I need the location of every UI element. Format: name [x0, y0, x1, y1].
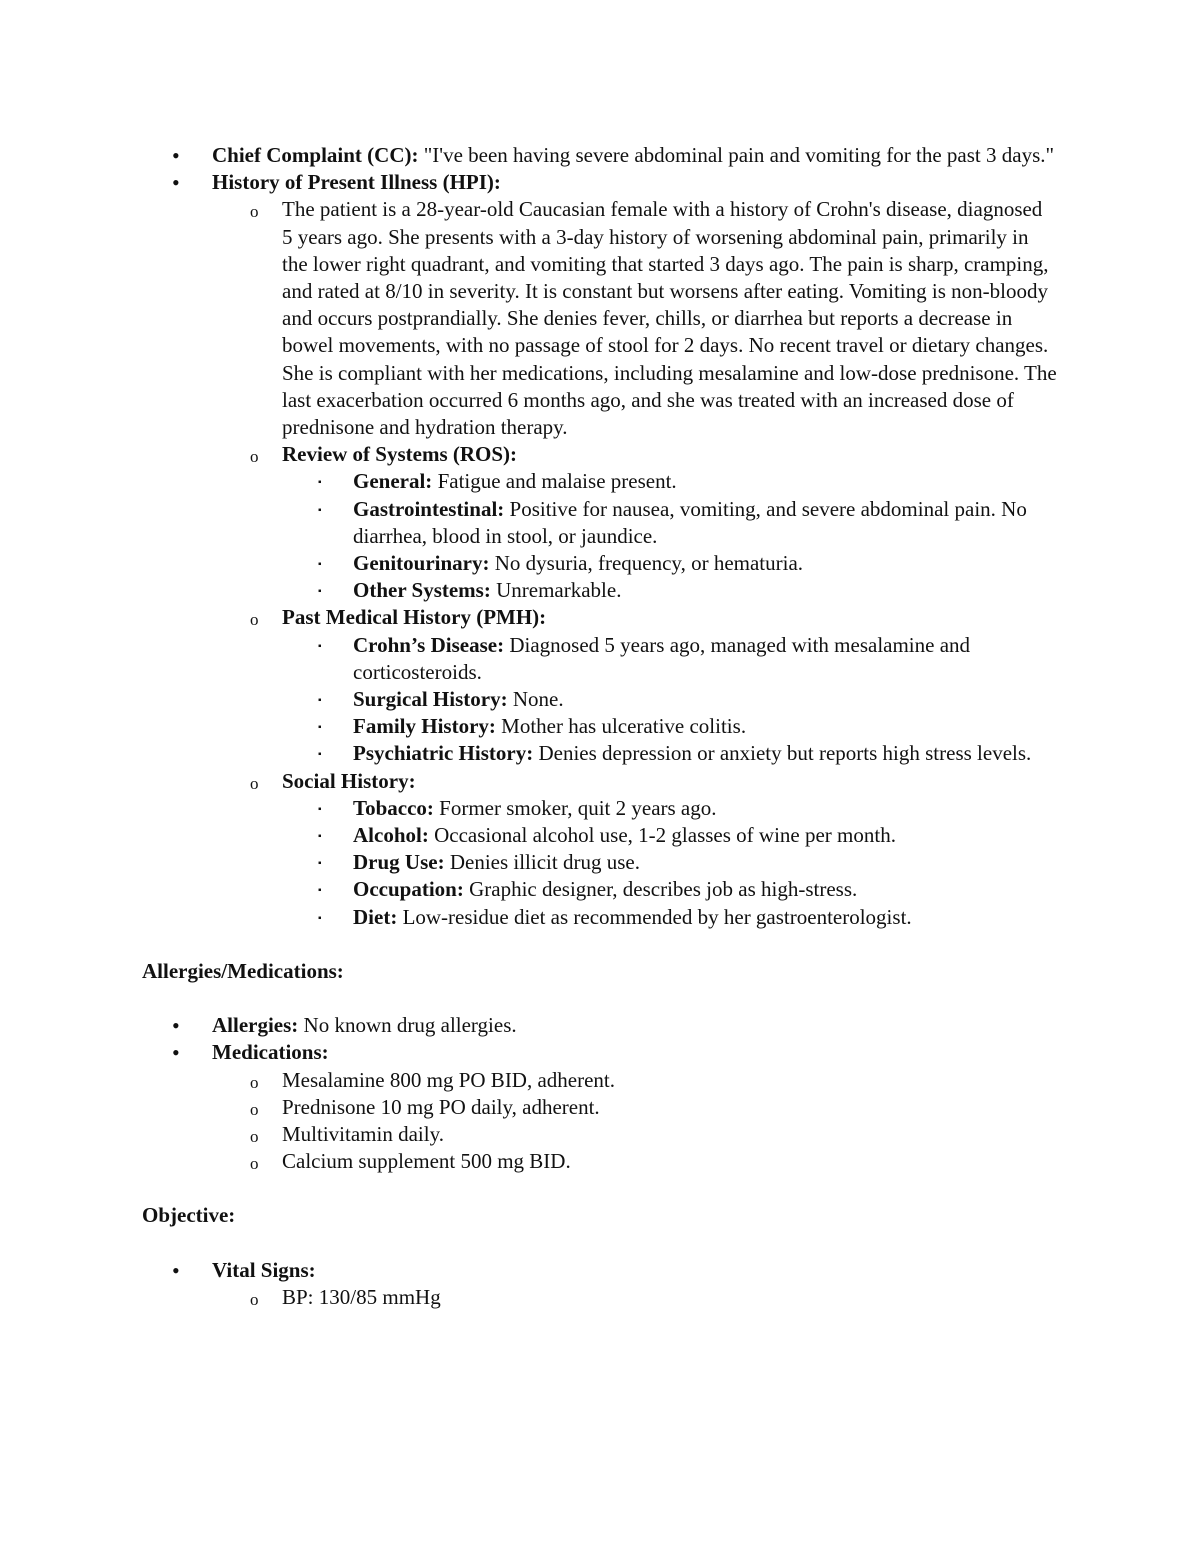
bullet-disc: •: [172, 1013, 180, 1039]
bullet-square: ▪: [318, 586, 322, 598]
objective-heading: Objective:: [142, 1203, 236, 1228]
hpi-sublist: [142, 196, 1057, 930]
social-drug-label: Drug Use:: [353, 850, 445, 875]
social-alcohol-text: Occasional alcohol use, 1-2 glasses of wine per month.: [428, 823, 896, 848]
bullet-square: ▪: [318, 831, 322, 843]
ros-gastrointestinal: [282, 496, 1057, 550]
bullet-circle: o: [250, 1126, 259, 1146]
pmh-psychiatric: [282, 740, 1057, 767]
social-alcohol-label: Alcohol:: [353, 823, 429, 848]
social-occupation-text: Graphic designer, describes job as high-stress.: [463, 877, 858, 902]
bullet-disc: •: [172, 170, 180, 196]
social-tobacco: [282, 795, 1057, 822]
bullet-circle: o: [250, 773, 259, 793]
vital-sign-bp: BP: 130/85 mmHg: [282, 1284, 441, 1309]
bullet-square: ▪: [318, 885, 322, 897]
pmh-crohns: [282, 632, 1057, 686]
social-drug-use: [282, 849, 1057, 876]
pmh-surgical-text: None.: [507, 687, 564, 712]
medication-text: Mesalamine 800 mg PO BID, adherent.: [282, 1067, 616, 1092]
ros-other-label: Other Systems:: [353, 578, 491, 603]
objective-list: [142, 1257, 1057, 1311]
allergies-text: No known drug allergies.: [298, 1013, 517, 1038]
social-item: [212, 768, 1057, 931]
social-drug-text: Denies illicit drug use.: [444, 850, 640, 875]
ros-genitourinary: [282, 550, 1057, 577]
bullet-square: ▪: [318, 722, 322, 734]
social-diet: [282, 904, 1057, 931]
ros-general: [282, 468, 1057, 495]
ros-list: [282, 468, 1057, 604]
bullet-disc: •: [172, 1257, 180, 1283]
bullet-square: ▪: [318, 695, 322, 707]
social-occupation-label: Occupation:: [353, 877, 464, 902]
bullet-square: ▪: [318, 912, 322, 924]
document-body: [142, 142, 1057, 1311]
medications-list: [142, 1067, 1057, 1176]
hpi-narrative-item: [212, 196, 1057, 441]
ros-gu-text: No dysuria, frequency, or hematuria.: [489, 551, 804, 576]
bullet-circle: o: [250, 1289, 259, 1309]
allergies-medications-list: [142, 1012, 1057, 1175]
medication-text: Multivitamin daily.: [282, 1121, 444, 1146]
bullet-circle: o: [250, 1099, 259, 1119]
vital-signs-label: Vital Signs:: [212, 1257, 316, 1282]
chief-complaint-label: Chief Complaint (CC):: [212, 143, 419, 167]
chief-complaint-text: "I've been having severe abdominal pain and vomiting for the past 3 days.": [418, 143, 1055, 167]
ros-gu-label: Genitourinary:: [353, 551, 490, 576]
medication-text: Calcium supplement 500 mg BID.: [282, 1149, 571, 1174]
bullet-square: ▪: [318, 749, 322, 761]
medication-item: [212, 1094, 1057, 1121]
medication-item: [212, 1121, 1057, 1148]
bullet-square: ▪: [318, 803, 322, 815]
medications-item: [142, 1039, 1057, 1175]
pmh-item: [212, 604, 1057, 767]
bullet-circle: o: [250, 202, 259, 222]
social-tobacco-label: Tobacco:: [353, 795, 434, 820]
chief-complaint-item: [142, 142, 1057, 169]
vital-signs-item: [142, 1257, 1057, 1311]
pmh-family: [282, 713, 1057, 740]
pmh-crohns-label: Crohn’s Disease:: [353, 632, 505, 657]
medication-text: Prednisone 10 mg PO daily, adherent.: [282, 1094, 600, 1119]
bullet-square: ▪: [318, 504, 322, 516]
bullet-disc: •: [172, 1040, 180, 1066]
pmh-list: [282, 632, 1057, 768]
social-label: Social History:: [282, 768, 416, 793]
allergies-medications-heading: Allergies/Medications:: [142, 958, 344, 983]
bullet-circle: o: [250, 1154, 259, 1174]
bullet-square: ▪: [318, 858, 322, 870]
ros-general-text: Fatigue and malaise present.: [432, 469, 677, 494]
ros-item: [212, 441, 1057, 604]
pmh-psychiatric-label: Psychiatric History:: [353, 741, 534, 766]
pmh-surgical: [282, 686, 1057, 713]
medication-item: [212, 1067, 1057, 1094]
vital-signs-list: [142, 1284, 1057, 1311]
allergies-item: [142, 1012, 1057, 1039]
bullet-circle: o: [250, 1072, 259, 1092]
medications-label: Medications:: [212, 1040, 329, 1065]
pmh-label: Past Medical History (PMH):: [282, 605, 547, 630]
vital-sign-item: [212, 1284, 1057, 1311]
hpi-item: [142, 169, 1057, 931]
bullet-square: ▪: [318, 477, 322, 489]
pmh-family-text: Mother has ulcerative colitis.: [495, 714, 747, 739]
bullet-disc: •: [172, 143, 180, 168]
bullet-circle: o: [250, 447, 259, 467]
allergies-label: Allergies:: [212, 1013, 299, 1038]
social-diet-label: Diet:: [353, 904, 398, 929]
ros-label: Review of Systems (ROS):: [282, 442, 518, 467]
pmh-surgical-label: Surgical History:: [353, 687, 508, 712]
subjective-list: [142, 142, 1057, 931]
bullet-square: ▪: [318, 559, 322, 571]
pmh-family-label: Family History:: [353, 714, 496, 739]
social-alcohol: [282, 822, 1057, 849]
social-occupation: [282, 876, 1057, 903]
social-tobacco-text: Former smoker, quit 2 years ago.: [433, 795, 717, 820]
bullet-circle: o: [250, 610, 259, 630]
pmh-crohns-text: Diagnosed 5 years ago, managed with mesalamine and corticosteroids.: [353, 632, 971, 684]
ros-gi-label: Gastrointestinal:: [353, 496, 505, 521]
bullet-square: ▪: [318, 640, 322, 652]
social-diet-text: Low-residue diet as recommended by her gastroenterologist.: [397, 904, 912, 929]
ros-other-text: Unremarkable.: [490, 578, 622, 603]
ros-general-label: General:: [353, 469, 433, 494]
pmh-psychiatric-text: Denies depression or anxiety but reports high stress levels.: [533, 741, 1032, 766]
medication-item: [212, 1148, 1057, 1175]
hpi-narrative: The patient is a 28-year-old Caucasian female with a history of Crohn's disease, diagnosed 5 years ago. She presents with a 3-day history of worsening abdominal pain, primarily in the lower right quadrant, and vomiting that started 3 days ago. The pain is sharp, cramping, and rated at 8/10 in severity. It is constant but worsens after eating. Vomiting is non-bloody and occurs postprandially. She denies fever, chills, or diarrhea but reports a decrease in bowel movements, with no passage of stool for 2 days. No recent travel or dietary changes. She is compliant with her medications, including mesalamine and low-dose prednisone. The last exacerbation occurred 6 months ago, and she was treated with an increased dose of prednisone and hydration therapy.: [282, 197, 1057, 440]
hpi-label: History of Present Illness (HPI):: [212, 170, 501, 195]
ros-gi-text: Positive for nausea, vomiting, and severe abdominal pain. No diarrhea, blood in stool, or jaundice.: [353, 496, 1027, 548]
social-list: [282, 795, 1057, 931]
ros-other: [282, 577, 1057, 604]
